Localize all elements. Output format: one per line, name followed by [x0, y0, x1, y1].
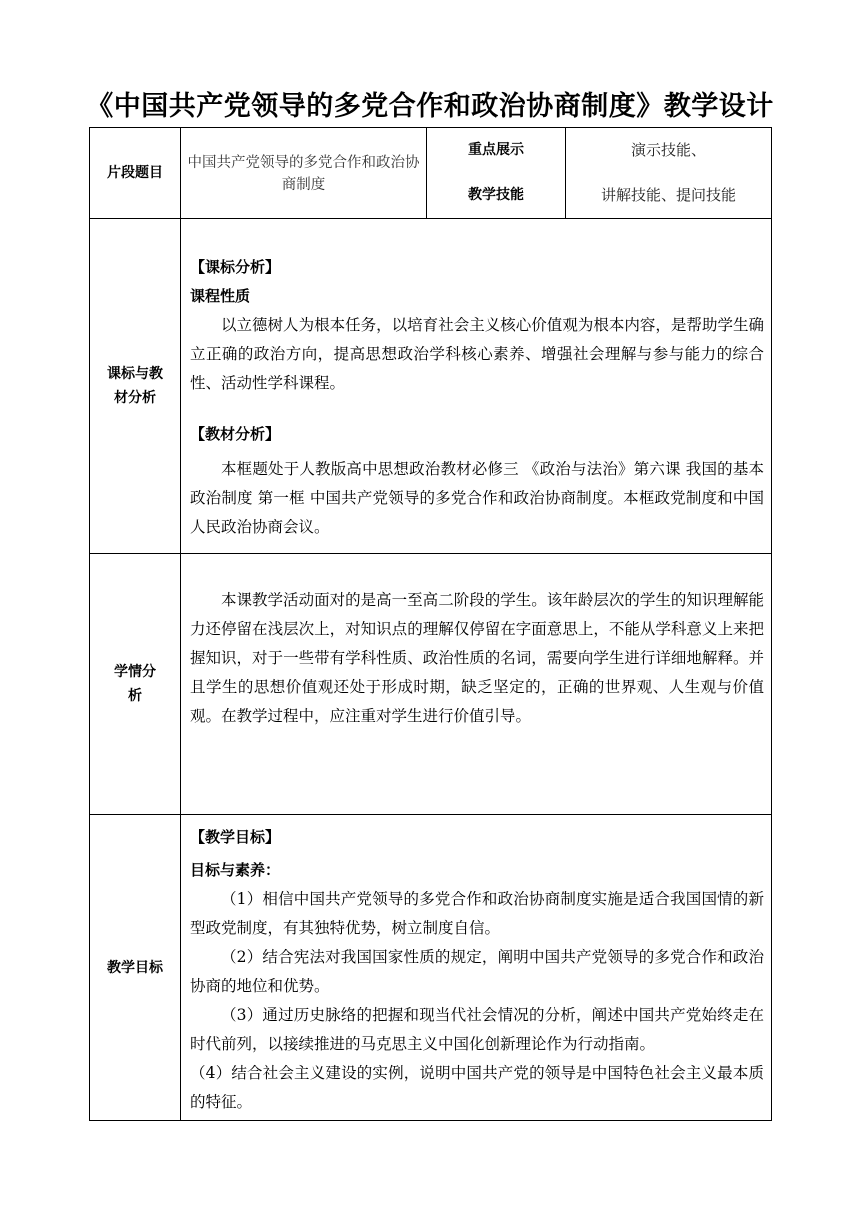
- course-nature-paragraph: 以立德树人为根本任务，以培育社会主义核心价值观为根本内容，是帮助学生确立正确的政治方向，提高思想政治学科核心素养、增强社会理解与参与能力的综合性、活动性学科课程。: [190, 316, 764, 392]
- segment-topic: 中国共产党领导的多党合作和政治协商制度: [181, 128, 427, 219]
- emphasis-label: [427, 128, 566, 219]
- document-title: 《中国共产党领导的多党合作和政治协商制度》教学设计: [86, 91, 774, 122]
- curriculum-analysis-heading: 【课标分析】: [190, 258, 281, 276]
- goal-item-1: （1）相信中国共产党领导的多党合作和政治协商制度实施是适合我国国情的新型政党制度，有其独特优势，树立制度自信。: [190, 890, 764, 937]
- textbook-analysis-paragraph: 本框题处于人教版高中思想政治教材必修三 《政治与法治》第六课 我国的基本政治制度 第一框 中国共产党领导的多党合作和政治协商制度。本框政党制度和中国人民政治协商会议。: [190, 460, 764, 536]
- goals-row: [90, 815, 772, 1121]
- standards-label: [90, 219, 181, 554]
- learners-label-line1: 学情分: [114, 664, 156, 680]
- goals-content: [181, 815, 772, 1121]
- skills-value-line1: 演示技能、: [630, 141, 706, 159]
- learners-paragraph: 本课教学活动面对的是高一至高二阶段的学生。该年龄层次的学生的知识理解能力还停留在浅层次上，对知识点的理解仅停留在字面意思上，不能从学科意义上来把握知识，对于一些带有学科性质、政治性质的名词，需要向学生进行详细地解释。并且学生的思想价值观还处于形成时期，缺乏坚定的，正确的世界观、人生观与价值观。在教学过程中，应注重对学生进行价值引导。: [190, 591, 764, 725]
- standards-row: [90, 219, 772, 554]
- standards-label-line2: 材分析: [114, 390, 156, 406]
- goal-item-3: （3）通过历史脉络的把握和现当代社会情况的分析，阐述中国共产党始终走在时代前列，以接续推进的马克思主义中国化创新理论作为行动指南。: [190, 1006, 764, 1053]
- goal-item-2: （2）结合宪法对我国国家性质的规定，阐明中国共产党领导的多党合作和政治协商的地位和优势。: [190, 948, 764, 995]
- learners-row: [90, 554, 772, 815]
- course-nature-heading: 课程性质: [190, 287, 251, 305]
- header-row: [90, 128, 772, 219]
- teaching-goals-heading: 【教学目标】: [190, 828, 281, 846]
- learners-label-line2: 析: [128, 688, 142, 704]
- skills-value: [566, 128, 772, 219]
- standards-content: [181, 219, 772, 554]
- emphasis-label-line1: 重点展示: [468, 142, 524, 158]
- segment-title-label: 片段题目: [90, 128, 181, 219]
- learners-content: [181, 554, 772, 815]
- goals-label: 教学目标: [90, 815, 181, 1121]
- goals-literacy-heading: 目标与素养：: [190, 861, 281, 879]
- standards-label-line1: 课标与教: [107, 366, 163, 382]
- textbook-analysis-heading: 【教材分析】: [190, 425, 281, 443]
- emphasis-label-line2: 教学技能: [468, 187, 524, 203]
- learners-label: [90, 554, 181, 815]
- lesson-design-table: [89, 127, 772, 1121]
- goal-item-4: （4）结合社会主义建设的实例，说明中国共产党的领导是中国特色社会主义最本质的特征。: [190, 1064, 764, 1111]
- skills-value-line2: 讲解技能、提问技能: [600, 186, 736, 204]
